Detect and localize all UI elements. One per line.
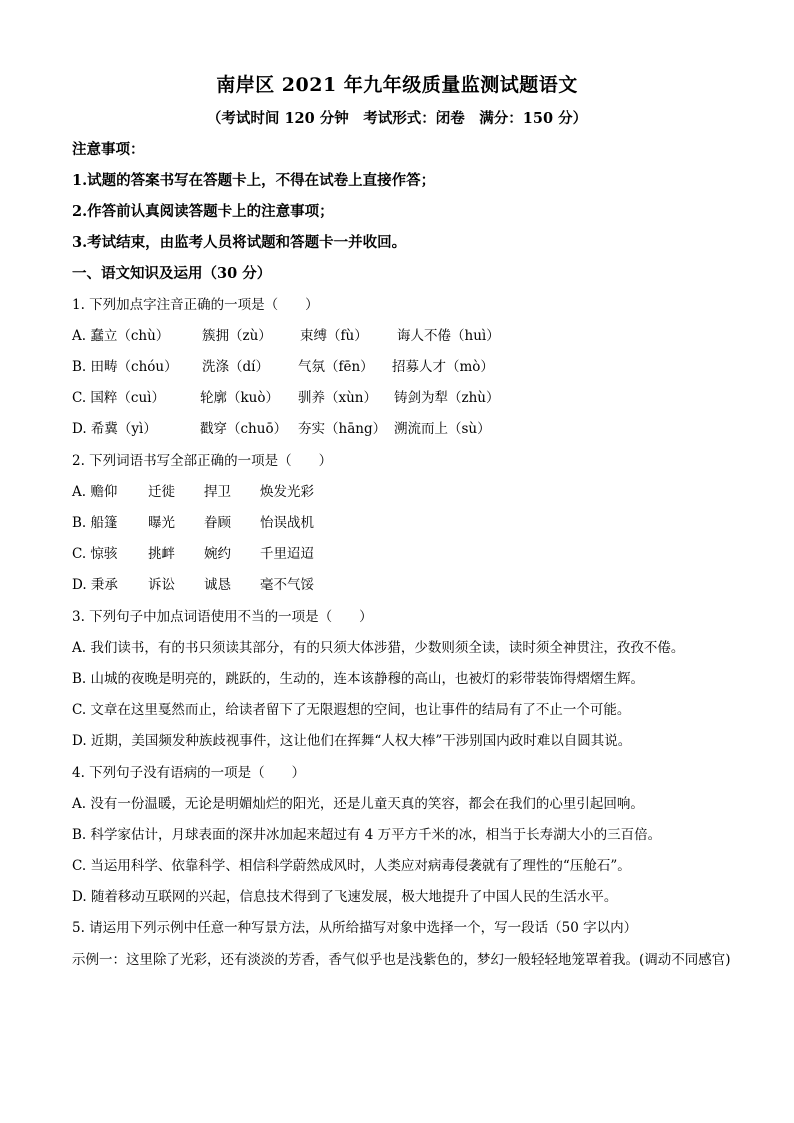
q3-option-a: A. 我们读书，有的书只须读其部分，有的只须大体涉猎，少数则须全读，读时须全神贯注，孜孜不倦。 [72, 640, 685, 656]
q2-c-2: 挑衅 [148, 546, 175, 562]
q3-option-c: C. 文章在这里戛然而止，给读者留下了无限遐想的空间，也让事件的结局有了不止一个可能。 [72, 702, 631, 718]
exam-subtitle: （考试时间 120 分钟 考试形式：闭卷 满分：150 分） [206, 110, 588, 127]
q1-c-4: 铸剑为犁（zhù） [394, 390, 500, 406]
q2-d-3: 诚恳 [204, 577, 231, 593]
q2-a-4: 焕发光彩 [260, 484, 314, 500]
q1-b-4: 招募人才（mò） [392, 359, 494, 375]
q4-option-d: D. 随着移动互联网的兴起，信息技术得到了飞速发展，极大地提升了中国人民的生活水平。 [72, 889, 618, 905]
q1-c-3: 驯养（xùn） [298, 390, 378, 406]
q4-stem: 4. 下列句子没有语病的一项是（ ） [72, 765, 306, 781]
q1-b-3: 气氛（fēn） [298, 359, 374, 375]
q3-stem: 3. 下列句子中加点词语使用不当的一项是（ ） [72, 609, 373, 625]
q2-c-3: 婉约 [204, 546, 231, 562]
q2-c-1: C. 惊骇 [72, 546, 118, 562]
q1-d-1: D. 希冀（yì） [72, 421, 157, 437]
q2-b-4: 怡误战机 [260, 515, 314, 531]
q4-option-c: C. 当运用科学、依靠科学、相信科学蔚然成风时，人类应对病毒侵袭就有了理性的“压舱石”。 [72, 858, 631, 874]
q1-c-2: 轮廓（kuò） [200, 390, 280, 406]
q1-a-1: A. 蠢立（chù） [72, 328, 170, 344]
q2-d-4: 毫不气馁 [260, 577, 314, 593]
q5-example: 示例一：这里除了光彩，还有淡淡的芳香，香气似乎也是浅紫色的，梦幻一般轻轻地笼罩着我。(调动不同感官) [72, 952, 731, 968]
q2-a-3: 捍卫 [204, 484, 231, 500]
q1-d-3: 夯实（hāng） [298, 421, 387, 437]
q5-stem: 5. 请运用下列示例中任意一种写景方法，从所给描写对象中选择一个，写一段话（50 字以内） [72, 920, 638, 936]
q2-d-1: D. 秉承 [72, 577, 118, 593]
q2-b-2: 曝光 [148, 515, 175, 531]
q3-option-d: D. 近期，美国频发种族歧视事件，这让他们在挥舞“人权大棒”干涉别国内政时难以自圆其说。 [72, 733, 632, 749]
q2-a-2: 迁徙 [148, 484, 175, 500]
note-item-2: 2.作答前认真阅读答题卡上的注意事项； [72, 203, 334, 220]
q4-option-a: A. 没有一份温暖，无论是明媚灿烂的阳光，还是儿童天真的笑容，都会在我们的心里引起回响。 [72, 796, 644, 812]
q2-a-1: A. 赡仰 [72, 484, 118, 500]
q1-b-2: 洗涤（dí） [202, 359, 269, 375]
q1-a-4: 诲人不倦（huì） [397, 328, 500, 344]
q2-c-4: 千里迢迢 [260, 546, 314, 562]
q2-d-2: 诉讼 [148, 577, 175, 593]
q1-a-3: 束缚（fù） [300, 328, 368, 344]
q4-option-b: B. 科学家估计，月球表面的深井冰加起来超过有 4 万平方千米的冰，相当于长寿湖大小的三百倍。 [72, 827, 662, 843]
exam-title: 南岸区 2021 年九年级质量监测试题语文 [216, 74, 578, 96]
q2-b-3: 眷顾 [204, 515, 231, 531]
section-heading: 一、语文知识及运用（30 分） [72, 265, 272, 282]
note-item-3: 3.考试结束，由监考人员将试题和答题卡一并收回。 [72, 234, 407, 251]
q1-a-2: 簇拥（zù） [202, 328, 272, 344]
notes-heading: 注意事项： [72, 141, 145, 158]
q2-b-1: B. 船篷 [72, 515, 118, 531]
q3-option-b: B. 山城的夜晚是明亮的，跳跃的，生动的，连本该静穆的高山，也被灯的彩带装饰得熠熠生辉。 [72, 671, 645, 687]
q1-c-1: C. 国粹（cuì） [72, 390, 166, 406]
note-item-1: 1.试题的答案书写在答题卡上，不得在试卷上直接作答； [72, 172, 436, 189]
q1-b-1: B. 田畴（chóu） [72, 359, 178, 375]
q2-stem: 2. 下列词语书写全部正确的一项是（ ） [72, 453, 333, 469]
q1-d-2: 戳穿（chuō） [200, 421, 288, 437]
q1-stem: 1. 下列加点字注音正确的一项是（ ） [72, 297, 319, 313]
q1-d-4: 溯流而上（sù） [394, 421, 491, 437]
